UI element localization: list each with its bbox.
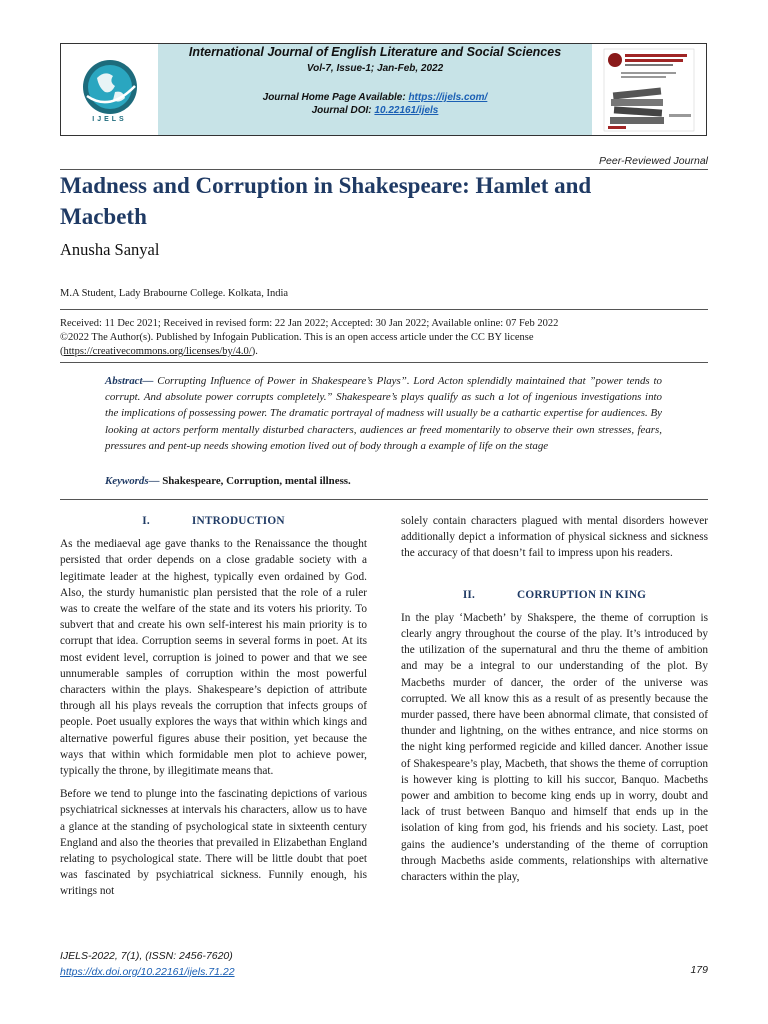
section-title: INTRODUCTION (191, 515, 285, 527)
received-dates: Received: 11 Dec 2021; Received in revised form: 22 Jan 2022; Accepted: 30 Jan 2022; Available online: 07 Feb 2022 (60, 318, 559, 329)
article-history (60, 317, 708, 359)
journal-logo (61, 44, 158, 135)
journal-header (60, 43, 707, 136)
section-title: CORRUPTION IN KING (517, 588, 647, 601)
license-line (60, 345, 708, 359)
abstract (105, 373, 662, 454)
right-column (401, 513, 708, 892)
homepage-label: Journal Home Page Available: (262, 92, 409, 103)
journal-cover-image (591, 44, 706, 135)
book-stack-icon (591, 44, 706, 135)
footer-doi-link[interactable]: https://dx.doi.org/10.22161/ijels.71.22 (60, 966, 235, 978)
divider-history (60, 362, 708, 363)
license-link[interactable]: https://creativecommons.org/licenses/by/4.0/ (63, 346, 252, 357)
license-open: ( (60, 346, 64, 357)
logo-label: IJELS (92, 116, 127, 123)
section-heading-corruption (401, 587, 708, 603)
intro-paragraph-2: Before we tend to plunge into the fascinating depictions of various psychiatrical sicknesses at intervals his characters, allow us to have a glance at the standing of psychological state in sixteenth century England and also the theories that prevailed in Elizabethan England relating to psychological state. There will be little doubt that poet was fascinated by psychiatrical sickness. Funnily enough, his writings not (60, 788, 367, 898)
intro-paragraph-continued: solely contain characters plagued with mental disorders however additionally depict a information of physical sickness and sickness the accuracy of that doesn’t fail to impress upon his readers. (401, 515, 708, 560)
corruption-paragraph-1: In the play ‘Macbeth’ by Shakspere, the theme of corruption is clearly angry throughout the course of the play. It’s introduced by the utilization of the supernatural and thru the theme of ambition and may be a integral to our understanding of the plot. By Macbeths murder of dancer, the order of the universe was corrupted. We all know this as a result of as presently because the murder passed, there have been abnormal climate, that consisted of thunder and lightning, on the withes entrance, and nice storms on the night king performed regicide and killed dancer. Another issue of Shakespeare’s play, Macbeth, that shows the theme of corruption is however king is plotting to kill his succor, Banquo. Macbeths power and ambition to become king ends up in worry, doubt and lack of trust between Banquo and himself that ends up in the isolation of king from god, his friends and his society. Last, poet gains the audience’s understanding of the theme of corruption through Macbeths aside comments, relationships with alternative characters within the play, (401, 611, 708, 884)
keywords-text: Shakespeare, Corruption, mental illness. (159, 475, 351, 487)
section-heading-introduction (60, 513, 367, 529)
page-number: 179 (690, 964, 708, 976)
section-number: II. (462, 588, 476, 601)
journal-volume: Vol-7, Issue-1; Jan-Feb, 2022 (306, 63, 444, 74)
doi-link[interactable]: 10.22161/ijels (374, 105, 439, 116)
homepage-line (158, 92, 592, 103)
license-close: ). (251, 346, 258, 357)
author-affiliation: M.A Student, Lady Brabourne College. Kolkata, India (60, 288, 289, 299)
doi-label: Journal DOI: (311, 105, 375, 116)
article-title: Madness and Corruption in Shakespeare: Hamlet and Macbeth (60, 173, 592, 229)
footer-issn: IJELS-2022, 7(1), (ISSN: 2456-7620) (60, 950, 233, 962)
abstract-label: Abstract— (105, 375, 154, 387)
keywords (105, 475, 662, 487)
journal-name: International Journal of English Literature and Social Sciences (188, 45, 562, 59)
divider-affiliation (60, 309, 708, 310)
footer-citation (60, 948, 235, 980)
globe-logo-icon (79, 56, 141, 118)
peer-reviewed-label: Peer-Reviewed Journal (599, 155, 708, 167)
homepage-link[interactable]: https://ijels.com/ (408, 92, 488, 103)
license-statement: ©2022 The Author(s). Published by Infogain Publication. This is an open access article under the CC BY license (60, 332, 534, 343)
section-number: I. (142, 515, 150, 527)
intro-paragraph-1: As the mediaeval age gave thanks to the Renaissance the thought persisted that order depends on a close gradable society with a legitimate leader at the highest, typically even ordained by God. Also, the sturdy humanistic plan persisted that the role of a ruler was to create the welfare of the state and its voters his priority. To subvert that and create his own self-interest his main priority is to corrupt that idea. Corruption seems in several forms in poet. At its most evident level, corruption is joined to power and that we see unnumerable samples of corruption within the most powerful characters within the plays. Shakespeare’s depiction of attribute through all his plays reveals the corruption that infects groups of people. Poet usually explores the ways that within which kings and alternative powerful figures abuse their position, yet because the ways that within which formidable men plot to achieve power, typically the throne, by illegitimate means that. (60, 538, 367, 778)
divider-abstract (60, 499, 708, 500)
article-author: Anusha Sanyal (60, 240, 160, 259)
journal-info-band (158, 44, 592, 135)
doi-line (158, 105, 592, 116)
abstract-text: Corrupting Influence of Power in Shakespeare’s Plays”. Lord Acton splendidly maintained that ”power tends to corrupt. And absolute power corrupts completely.” Shakespeare’s plays qualify as such a lot of ingenious investigations into the implications of possessing power. The dramatic portrayal of madness will usually be a cathartic expertise for audiences. By looking at actors perform mentally disturbed characters, audiences ar freed momentarily to observe their own stresses, fears, pressures and pent-up needs showing emotion lived out of body through a example of life on the stage (105, 375, 662, 452)
left-column (60, 513, 367, 907)
keywords-label: Keywords— (105, 475, 160, 487)
